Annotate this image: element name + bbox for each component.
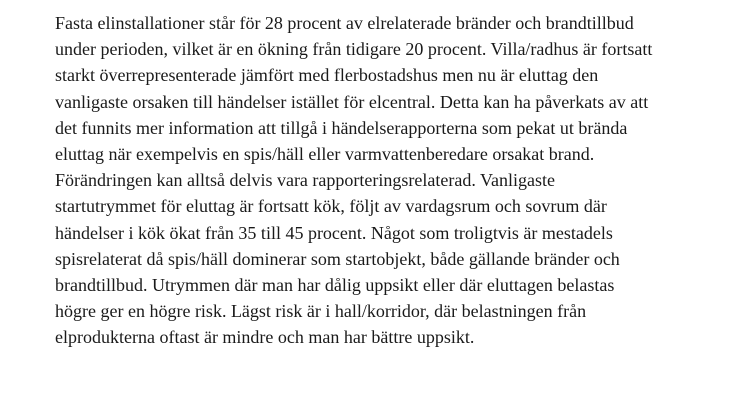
paragraph-line: brandtillbud. Utrymmen där man har dålig uppsikt eller där eluttagen belastas [55, 275, 615, 296]
paragraph-line: Fasta elinstallationer står för 28 procent av elrelaterade bränder och brandtillbud [55, 13, 634, 33]
paragraph-line: starkt överrepresenterade jämfört med flerbostadshus men nu är eluttag den [55, 65, 599, 86]
paragraph-line: högre ger en högre risk. Lägst risk är i hall/korridor, där belastningen från [55, 301, 587, 322]
paragraph-line: eluttag när exempelvis en spis/häll eller varmvattenberedare orsakat brand. [55, 144, 595, 165]
paragraph-line: det funnits mer information att tillgå i händelserapporterna som pekat ut brända [55, 117, 628, 138]
paragraph-line: under perioden, vilket är en ökning från tidigare 20 procent. Villa/radhus är fortsatt [55, 39, 653, 60]
paragraph-line: vanligaste orsaken till händelser istället för elcentral. Detta kan ha påverkats av att [55, 91, 649, 112]
paragraph-line: elprodukterna oftast är mindre och man har bättre uppsikt. [55, 327, 475, 348]
paragraph-line: startutrymmet för eluttag är fortsatt kök, följt av vardagsrum och sovrum där [55, 196, 607, 217]
paragraph-line: spisrelaterat då spis/häll dominerar som startobjekt, både gällande bränder och [55, 248, 620, 269]
paragraph-line: händelser i kök ökat från 35 till 45 procent. Något som troligtvis är mestadels [55, 222, 613, 243]
body-paragraph [55, 10, 695, 351]
paragraph-line: Förändringen kan alltså delvis vara rapporteringsrelaterad. Vanligaste [55, 170, 555, 191]
